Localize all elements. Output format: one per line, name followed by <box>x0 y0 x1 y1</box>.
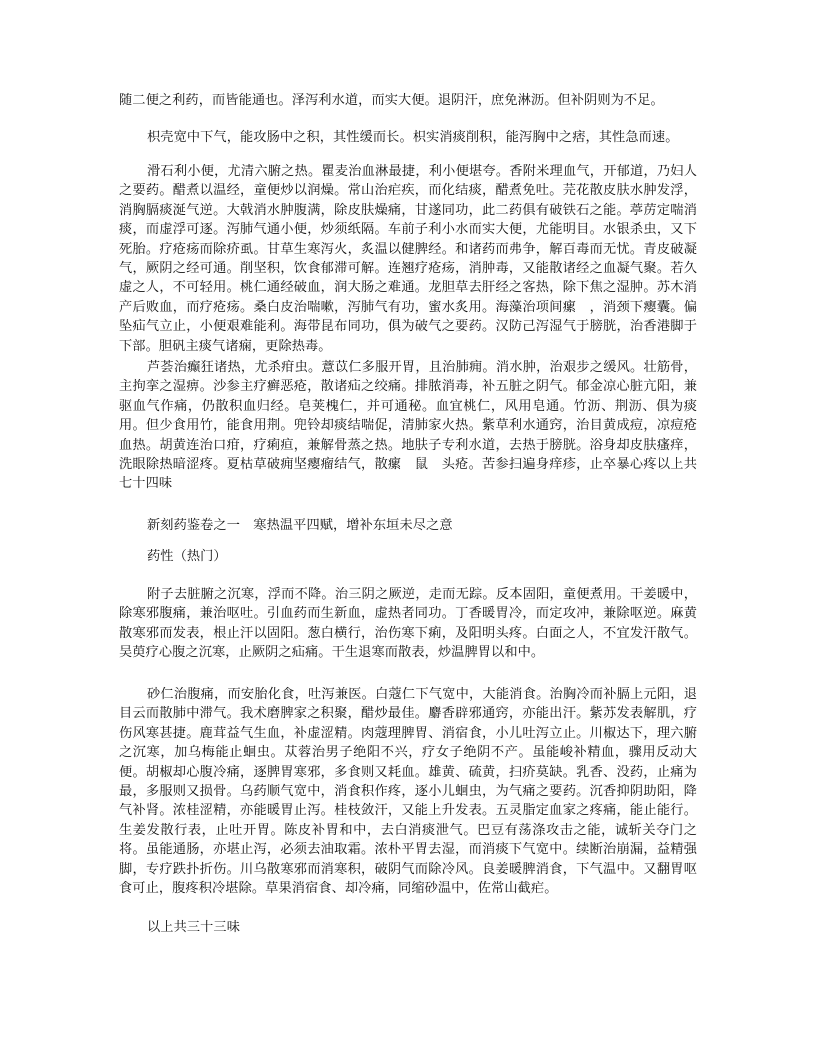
category-heading: 药性（热门） <box>147 549 227 564</box>
paragraph-7: 以上共三十三味 <box>147 920 241 935</box>
paragraph-4: 芦荟治癫狂诸热，尤杀疳虫。薏苡仁多服开胃，且治肺痈。消水肿，治艰步之缓风。壮筋骨，主拘挛之湿痹。沙参主疗癣恶疮，散诸疝之绞痛。排脓消毒，补五脏之阴气。郁金凉心脏亢阳，兼驱血气作痛，仍散积血归经。皂荚槐仁，并可通秘。血宜桃仁，风用皂通。竹沥、荆沥、俱为痰用。但少食用竹，能食用荆。兜铃却痰结喘促，清肺家火热。紫草利水通窍，治目黄成痘，凉痘疮血热。胡黄连治口疳，疗痢疸，兼解骨蒸之热。地肤子专利水道，去热于膀胱。浴身却皮肤瘙痒，洗眼除热暗涩疼。夏枯草破痈坚瘿瘤结气，散瘰 鼠 头疮。苦参扫遍身痒疹，止卒暴心疼以上共七十四味 <box>119 360 697 492</box>
paragraph-1: 随二便之利药，而皆能通也。泽泻利水道，而实大便。退阴汗，庶免淋沥。但补阴则为不足。 <box>119 93 664 108</box>
paragraph-3: 滑石利小便，尤清六腑之热。瞿麦治血淋最捷，利小便堪夸。香附米理血气，开郁道，乃妇人之要药。醋煮以温经，童便炒以润燥。常山治疟疾，而化结痰，醋煮免吐。芫花散皮肤水肿发浮，消胸膈痰涎气逆。大戟消水肿腹满，除皮肤燥痛，甘遂同功，此二药俱有破铁石之能。葶苈定喘消痰，而虚浮可逐。泻肺气通小便，炒须纸隔。车前子利小水而实大便，尤能明目。水银杀虫，又下死胎。疗疮疡而除疥虱。甘草生寒泻火，炙温以健脾经。和诸药而弗争，解百毒而无忧。青皮破凝气，厥阴之经可通。削坚积，饮食郁滞可解。连翘疗疮疡，消肿毒，又能散诸经之血凝气聚。若久虚之人，不可轻用。桃仁通经破血，润大肠之难通。龙胆草去肝经之客热，除下焦之湿肿。苏木消产后败血，而疗疮疡。桑白皮治喘嗽，泻肺气有功，蜜水炙用。海藻治项间瘰 ，消颈下瘿囊。偏坠疝气立止，小便艰难能利。海带昆布同功，俱为破气之要药。汉防己泻湿气于膀胱，治香港脚于下部。胆矾主痰气诸痫，更除热毒。 <box>119 164 697 354</box>
section-heading: 新刻药鉴卷之一 寒热温平四赋，增补东垣未尽之意 <box>147 518 453 533</box>
paragraph-6: 砂仁治腹痛，而安胎化食，吐泻兼医。白蔻仁下气宽中，大能消食。治胸冷而补膈上元阳，退目云而散肺中滞气。我术磨脾家之积聚，醋炒最佳。麝香辟邪通窍，亦能出汗。紫苏发表解肌，疗伤风寒甚捷。鹿茸益气生血，补虚涩精。肉蔻理脾胃、消宿食，小儿吐泻立止。川椒达下，理六腑之沉寒，加乌梅能止蛔虫。苁蓉治男子绝阳不兴，疗女子绝阴不产。虽能峻补精血，骤用反动大便。胡椒却心腹冷痛，逐脾胃寒邪，多食则又耗血。雄黄、硫黄，扫疥莫缺。乳香、没药，止痛为最，多服则又损骨。乌药顺气宽中，消食积作疼，逐小儿蛔虫，为气痛之要药。沉香抑阴助阳，降气补肾。浓桂涩精，亦能暖胃止泻。桂枝敛汗，又能上升发表。五灵脂定血家之疼痛，能止能行。生姜发散行表，止吐开胃。陈皮补胃和中，去白消痰泄气。巴豆有荡涤攻击之能，诚斩关夺门之将。虽能通肠，亦堪止泻，必须去油取霜。浓朴平胃去湿，而消痰下气宽中。续断治崩漏，益精强脚，专疗跌扑折伤。川乌散寒邪而消寒积，破阴气而除冷风。良姜暖脾消食，下气温中。又翻胃呕食可止，腹疼积冷堪除。草果消宿食、却冷痛，同缩砂温中，佐常山截疟。 <box>119 687 697 897</box>
paragraph-5: 附子去脏腑之沉寒，浮而不降。治三阴之厥逆，走而无踪。反本固阳，童便煮用。干姜暖中，除寒邪腹痛，兼治呕吐。引血药而生新血，虚热者同功。丁香暖胃冷，而定攻冲，兼除呕逆。麻黄散寒邪而发表，根止汗以固阳。葱白横行，治伤寒下痢，及阳明头疼。白面之人，不宜发汗散气。吴萸疗心腹之沉寒，止厥阴之疝痛。干生退寒而散表，炒温脾胃以和中。 <box>119 587 697 661</box>
paragraph-2: 枳壳宽中下气，能攻肠中之积，其性缓而长。枳实消痰削积，能泻胸中之痞，其性急而速。 <box>147 130 679 145</box>
